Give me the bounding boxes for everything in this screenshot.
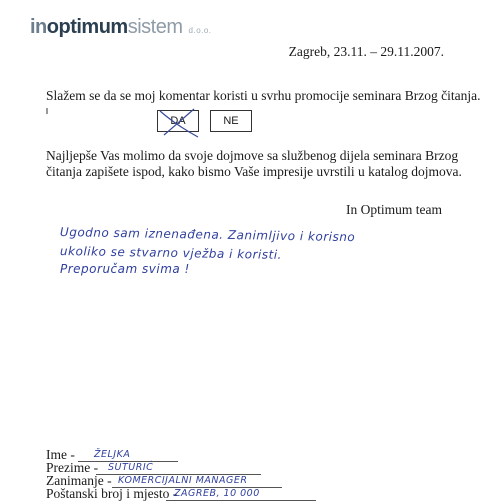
consent-yes-label: DA <box>170 115 186 127</box>
logo-part-optimum: optimum <box>46 16 128 38</box>
handwritten-line-1: Ugodno sam iznenađena. Zanimljivo i korisno <box>59 225 356 245</box>
logo-part-in: in <box>30 16 47 38</box>
consent-yes-box[interactable] <box>157 110 199 132</box>
occupation-label: Zanimanje - <box>46 473 112 488</box>
surname-label: Prezime - <box>46 460 99 475</box>
company-logo <box>30 16 212 39</box>
handwritten-line-2: ukoliko se stvarno vježba i koristi. <box>59 244 283 262</box>
margin-mark <box>46 108 48 114</box>
logo-part-sistem: sistem <box>127 16 183 38</box>
name-value: ŽELJKA <box>94 449 131 460</box>
seminar-date: Zagreb, 23.11. – 29.11.2007. <box>288 44 444 59</box>
request-paragraph: Najljepše Vas molimo da svoje dojmove sa službenog dijela seminara Brzog čitanja zapišete ispod, kako bismo Vaše impresije uvrstili u katalog dojmova. <box>46 148 462 179</box>
consent-statement: Slažem se da se moj komentar koristi u svrhu promocije seminara Brzog čitanja. <box>46 88 481 103</box>
logo-suffix: d.o.o. <box>188 26 212 35</box>
postal-value: ZAGREB, 10 000 <box>174 488 260 499</box>
team-signature: In Optimum team <box>346 202 442 217</box>
occupation-value: KOMERCIJALNI MANAGER <box>118 475 248 486</box>
name-label: Ime - <box>46 447 75 462</box>
consent-no-box[interactable] <box>210 110 252 132</box>
contact-form <box>46 447 260 501</box>
handwritten-line-3: Preporučam svima ! <box>60 262 190 276</box>
postal-row <box>46 486 260 501</box>
cross-mark-icon <box>154 105 204 139</box>
postal-label: Poštanski broj i mjesto - <box>46 486 178 501</box>
surname-value: ŠUTURIĆ <box>108 462 154 473</box>
consent-no-label: NE <box>223 115 239 127</box>
